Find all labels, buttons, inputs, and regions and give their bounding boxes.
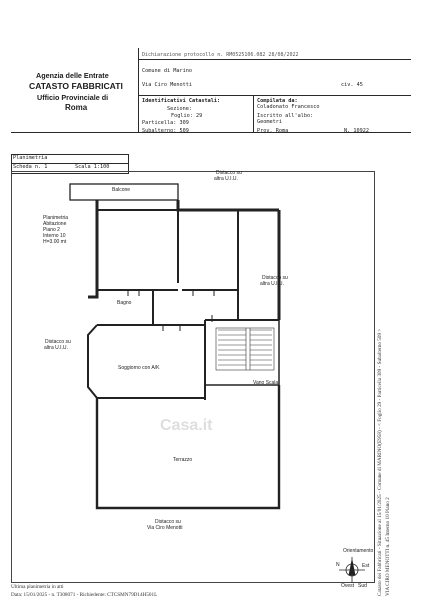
- compass-n: N: [336, 562, 340, 568]
- scheda-label: Scheda n. 1: [13, 164, 48, 170]
- watermark: Casa.it: [160, 417, 213, 434]
- albo-field: Geometri: [257, 119, 282, 125]
- planimetria-info-4: Interno 10: [43, 233, 66, 239]
- bagno-label: Bagno: [117, 300, 132, 306]
- terrazzo-label: Terrazzo: [173, 457, 193, 463]
- prov-field: Prov. Roma: [257, 128, 289, 134]
- via-field: Via Ciro Menotti: [142, 82, 192, 88]
- distacco-right-1: Distacco su: [262, 275, 288, 281]
- distacco-top-1: Distacco su: [216, 170, 242, 176]
- distacco-left-2: altra U.I.U.: [44, 345, 68, 351]
- sezione-field: Sezione:: [167, 106, 192, 112]
- civico-field: civ. 45: [341, 82, 363, 88]
- distacco-top-2: altra U.I.U.: [214, 176, 238, 182]
- planimetria-info-2: Abitazione: [43, 221, 67, 227]
- comune-field: Comune di Marino: [142, 68, 192, 74]
- planimetria-info-3: Piano 2: [43, 227, 60, 233]
- compass-est: Est: [362, 563, 370, 569]
- subalterno-field: Subalterno: 509: [142, 128, 189, 134]
- foglio-field: Foglio: 29: [171, 113, 203, 119]
- compass-sud: Sud: [358, 583, 367, 589]
- office-city: Roma: [65, 103, 88, 112]
- identificativi-title: Identificativi Catastali:: [142, 98, 221, 104]
- catasto-title: CATASTO FABBRICATI: [29, 81, 123, 91]
- compilata-label: Compilata da:: [257, 98, 298, 104]
- distacco-right-2: altra U.I.U.: [260, 281, 284, 287]
- scala-label: Scala 1:100: [75, 164, 110, 170]
- orientamento-label: Orientamento: [343, 548, 374, 554]
- iscritto-label: Iscritto all'albo:: [257, 113, 314, 119]
- compilatore-name: Coladonato Francesco: [257, 104, 320, 110]
- compass-ovest: Ovest: [341, 583, 355, 589]
- planimetria-info-5: H=3.00 mt: [43, 239, 67, 245]
- distacco-left-1: Distacco su: [45, 339, 71, 345]
- distacco-bottom-1: Distacco su: [155, 519, 181, 525]
- agency-name: Agenzia delle Entrate: [36, 71, 109, 80]
- planimetria-info-1: Planimetria: [43, 215, 69, 221]
- footer-data: Data: 15/01/2025 - n. T308071 - Richiedente: CTCSMN79D14H501L: [11, 592, 158, 598]
- side-text-1: Catasto dei Fabbricati - Situazione al 15/01/2025 - Comune di MARINO(E958) - < Foglio 29 - Particella 309 - Subalterno 509 >: [377, 328, 383, 596]
- side-text-2: VIA CIRO MENOTTI n. 45 Interno 10 Piano 2: [385, 497, 391, 596]
- soggiorno-label: Soggiorno con A/K: [118, 365, 160, 371]
- numero-field: N. 10922: [344, 128, 369, 134]
- planimetria-label: Planimetria: [13, 155, 48, 161]
- ultima-planimetria: Ultima planimetria in atti: [11, 584, 64, 590]
- vano-scala-label: Vano Scala: [253, 380, 279, 386]
- particella-field: Particella: 309: [142, 120, 189, 126]
- distacco-bottom-2: Via Ciro Menotti: [147, 525, 183, 531]
- declaration-text: Dichiarazione protocollo n. RM0525106.082 28/08/2022: [142, 52, 299, 58]
- office-name: Ufficio Provinciale di: [37, 93, 109, 102]
- balcone-label: Balcone: [112, 187, 131, 193]
